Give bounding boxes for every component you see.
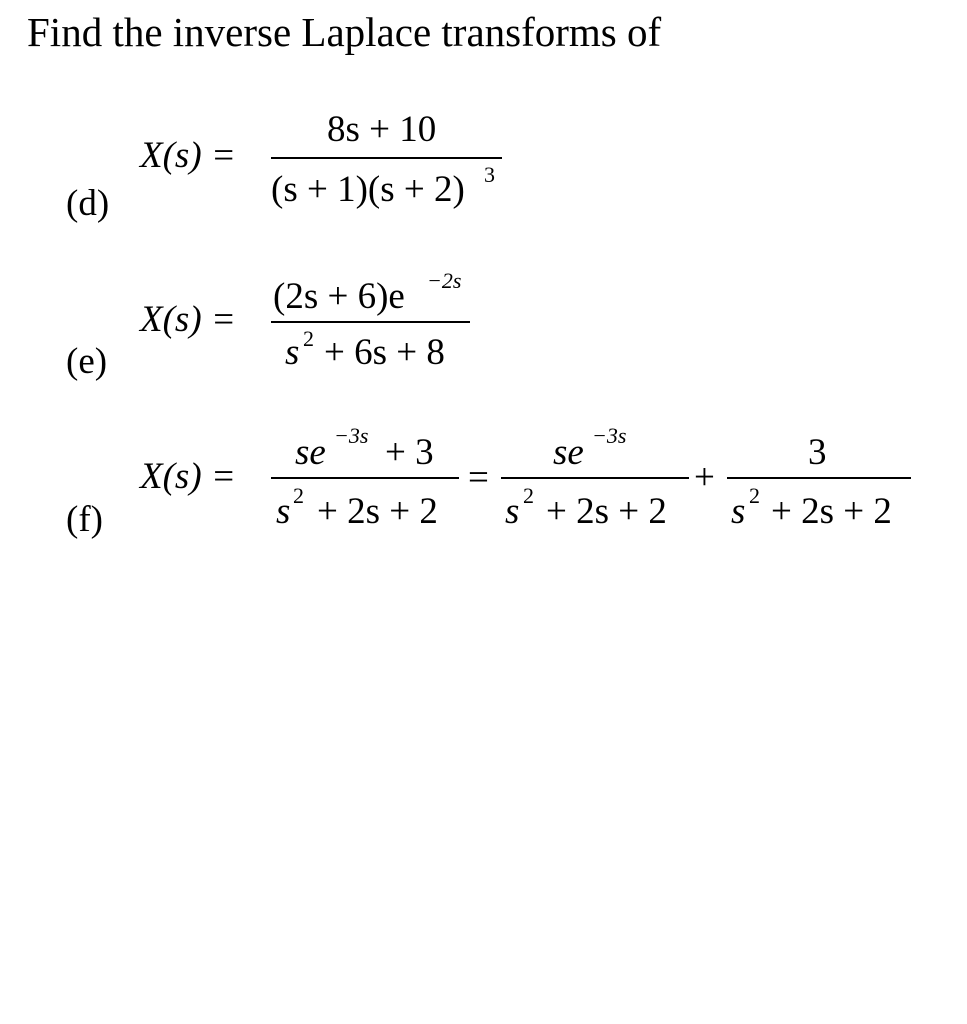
fraction-bar-e (271, 321, 470, 323)
fraction1-numerator-exponent: −3s (334, 423, 369, 448)
fraction1-numerator-base: se (295, 432, 326, 473)
problem-label-e: (e) (66, 341, 108, 382)
lhs-e: X(s) = (140, 299, 236, 340)
equals-sign: = (468, 457, 489, 498)
numerator-d: 8s + 10 (327, 109, 437, 150)
lhs-f: X(s) = (140, 456, 236, 497)
fraction2-denominator-base: s (505, 491, 520, 532)
fraction3-denominator-exponent: 2 (749, 483, 760, 508)
page-heading: Find the inverse Laplace transforms of (27, 9, 662, 55)
problem-label-d: (d) (66, 183, 110, 224)
denominator-d: (s + 1)(s + 2) (271, 169, 465, 210)
problem-label-f: (f) (66, 499, 103, 540)
lhs-d: X(s) = (140, 135, 236, 176)
fraction3-bar (727, 477, 911, 479)
fraction2-denominator-exponent: 2 (523, 483, 534, 508)
fraction2-denominator-rest: + 2s + 2 (546, 491, 667, 532)
plus-sign: + (694, 457, 715, 498)
fraction2-numerator-exponent: −3s (592, 423, 627, 448)
denominator-base-e: s (285, 332, 300, 373)
fraction-bar-d (271, 157, 502, 159)
fraction2-numerator-base: se (553, 432, 584, 473)
fraction1-numerator-rest: + 3 (385, 432, 434, 473)
fraction1-denominator-base: s (276, 491, 291, 532)
denominator-exponent-d: 3 (484, 162, 495, 187)
fraction1-denominator-rest: + 2s + 2 (317, 491, 438, 532)
denominator-exponent-e: 2 (303, 326, 314, 351)
fraction3-denominator-base: s (731, 491, 746, 532)
denominator-rest-e: + 6s + 8 (324, 332, 445, 373)
fraction1-bar (271, 477, 459, 479)
fraction3-numerator: 3 (808, 432, 827, 473)
fraction3-denominator-rest: + 2s + 2 (771, 491, 892, 532)
numerator-exponent-e: −2s (427, 268, 462, 293)
numerator-e: (2s + 6)e (273, 276, 405, 317)
fraction1-denominator-exponent: 2 (293, 483, 304, 508)
fraction2-bar (501, 477, 689, 479)
